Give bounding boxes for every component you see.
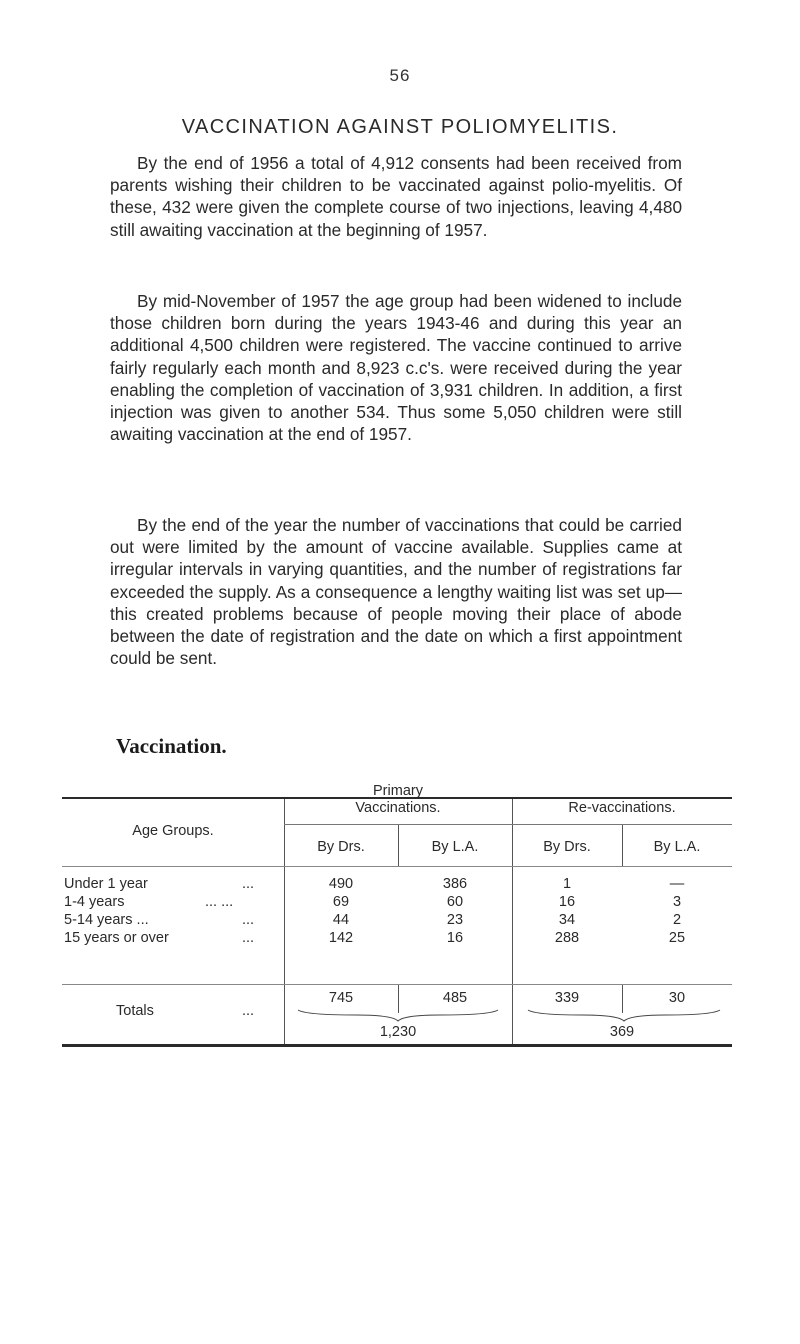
subheader-primary-by-la: By L.A. <box>431 839 479 855</box>
cell-primary-by-drs: 142 <box>328 930 354 946</box>
table-bottom-rule <box>62 1044 732 1047</box>
cell-revacc-by-la: — <box>669 876 685 892</box>
cell-revacc-by-drs: 288 <box>554 930 580 946</box>
page-number: 56 <box>389 66 411 85</box>
leader-dots: ... ... <box>205 894 234 910</box>
leader-dots: ... <box>242 876 255 892</box>
subheader-primary-by-drs: By Drs. <box>317 839 365 855</box>
leader-dots: ... <box>242 912 255 928</box>
cell-revacc-by-drs: 1 <box>562 876 572 892</box>
total-revacc-by-la: 30 <box>668 990 686 1006</box>
total-revacc-by-drs: 339 <box>554 990 580 1006</box>
totals-label: Totals <box>116 1003 154 1019</box>
cell-primary-by-la: 16 <box>446 930 464 946</box>
total-primary-combined: 1,230 <box>379 1024 417 1040</box>
leader-dots: ... <box>242 930 255 946</box>
cell-primary-by-la: 60 <box>446 894 464 910</box>
primary-total-brace <box>296 1009 500 1023</box>
column-header-age-groups: Age Groups. <box>132 823 214 839</box>
cell-revacc-by-la: 25 <box>668 930 686 946</box>
total-primary-by-drs: 745 <box>328 990 354 1006</box>
paragraph-text: By mid-November of 1957 the age group had been widened to include those children born during the years 1943-46 and during this year an additional 4,500 children were registered. The vaccine continued to arrive fairly regularly each month and 8,923 c.c's. were received during the year enabling the completion of vaccination of 3,931 children. In addition, a first injection was given to another 534. Thus some 5,050 children were still awaiting vaccination at the end of 1957. <box>110 291 682 445</box>
paragraph-text: By the end of 1956 a total of 4,912 consents had been received from parents wishing their children to be vaccinated against polio-myelitis. Of these, 432 were given the complete course of two injections, leaving 4,480 still awaiting vaccination at the beginning of 1957. <box>110 153 682 240</box>
row-label: Under 1 year <box>64 876 148 892</box>
cell-primary-by-la: 386 <box>442 876 468 892</box>
cell-revacc-by-drs: 16 <box>558 894 576 910</box>
total-revacc-combined: 369 <box>609 1024 635 1040</box>
group-header-primary-line2: Vaccinations. <box>355 800 441 816</box>
row-label: 1-4 years <box>64 894 125 910</box>
section-heading: Vaccination. <box>116 734 227 758</box>
header-rule <box>62 866 732 867</box>
subheader-rule <box>284 824 732 825</box>
group-header-primary-line1: Primary <box>373 783 423 799</box>
total-primary-by-la: 485 <box>442 990 468 1006</box>
cell-revacc-by-la: 2 <box>672 912 682 928</box>
paragraph-text: By the end of the year the number of vaccinations that could be carried out were limited by the amount of vaccine available. Supplies came at irregular intervals in varying quantities, and the number of registrations far exceeded the supply. As a consequence a lengthy waiting list was set up—this created problems because of people moving their place of abode between the date of registration and the date on which a first appointment could be sent. <box>110 515 682 669</box>
cell-revacc-by-drs: 34 <box>558 912 576 928</box>
revacc-total-brace <box>526 1009 722 1023</box>
cell-primary-by-la: 23 <box>446 912 464 928</box>
totals-rule <box>62 984 732 985</box>
subheader-revacc-by-la: By L.A. <box>653 839 701 855</box>
page-title: VACCINATION AGAINST POLIOMYELITIS. <box>181 116 619 138</box>
cell-primary-by-drs: 490 <box>328 876 354 892</box>
cell-revacc-by-la: 3 <box>672 894 682 910</box>
cell-primary-by-drs: 69 <box>332 894 350 910</box>
cell-primary-by-drs: 44 <box>332 912 350 928</box>
row-label: 15 years or over <box>64 930 169 946</box>
group-header-revaccinations: Re-vaccinations. <box>568 800 676 816</box>
leader-dots: ... <box>242 1003 255 1019</box>
row-label: 5-14 years ... <box>64 912 149 928</box>
subheader-revacc-by-drs: By Drs. <box>543 839 591 855</box>
